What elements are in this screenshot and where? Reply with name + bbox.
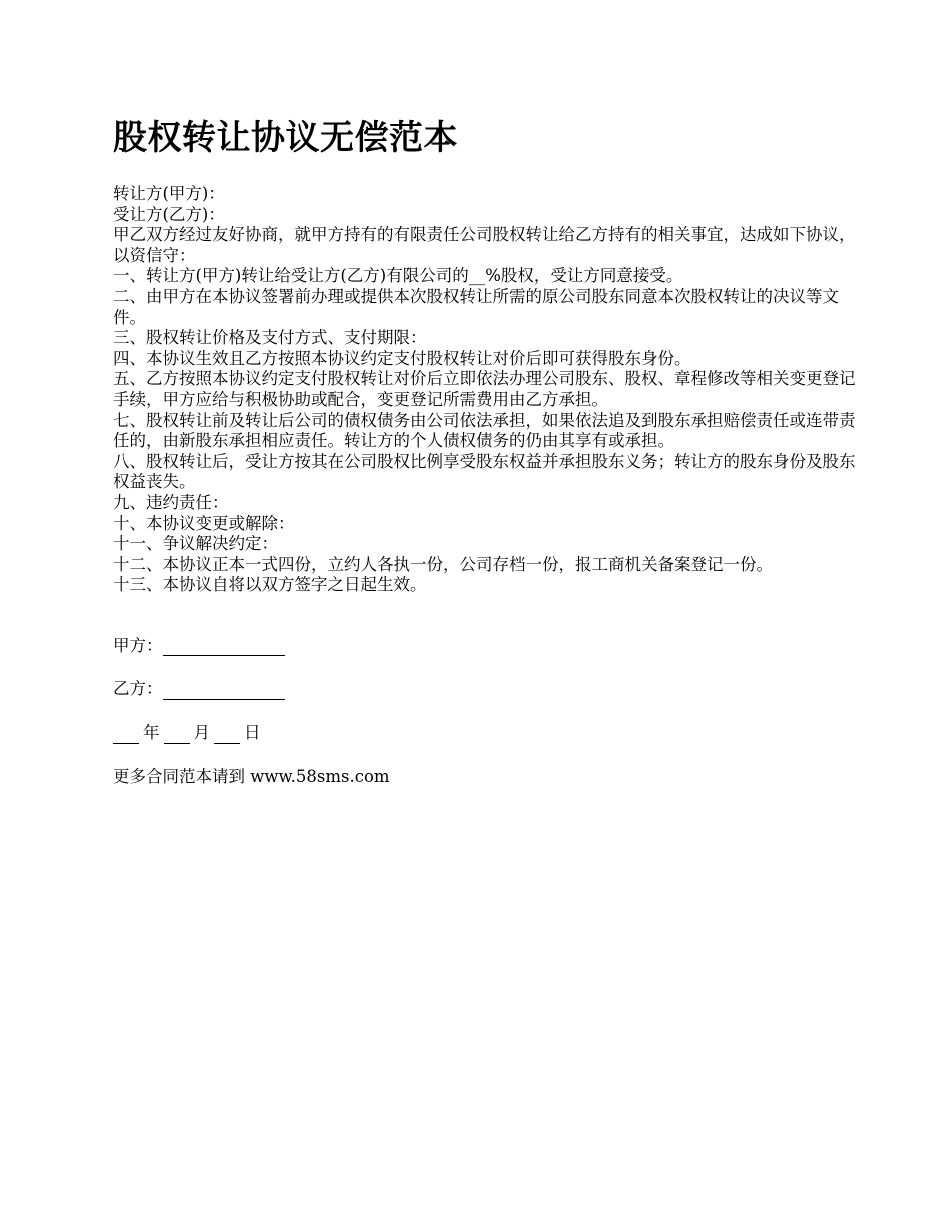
date-line xyxy=(113,723,858,744)
party-a-blank xyxy=(163,639,285,656)
paragraph-transferee: 受让方(乙方)： xyxy=(113,204,225,224)
clause-11: 十一、争议解决约定： xyxy=(113,534,278,554)
clause-10: 十、本协议变更或解除： xyxy=(113,513,295,533)
clause-3: 三、股权转让价格及支付方式、支付期限： xyxy=(113,328,427,348)
clause-12: 十二、本协议正本一式四份，立约人各执一份，公司存档一份，报工商机关备案登记一份。 xyxy=(113,554,773,574)
year-label: 年 xyxy=(143,723,160,743)
month-blank xyxy=(164,727,190,744)
clause-5: 五、乙方按照本协议约定支付股权转让对价后立即依法办理公司股东、股权、章程修改等相关变更登记手续，甲方应给与积极协助或配合，变更登记所需费用由乙方承担。 xyxy=(113,369,856,409)
day-label: 日 xyxy=(244,723,261,743)
day-blank xyxy=(214,727,240,744)
footer-link-text: 更多合同范本请到 www.58sms.com xyxy=(113,766,390,786)
clause-1: 一、转让方(甲方)转让给受让方(乙方)有限公司的__%股权，受让方同意接受。 xyxy=(113,266,683,286)
party-b-blank xyxy=(163,683,285,700)
signature-block xyxy=(113,636,858,787)
clause-7: 七、股权转让前及转让后公司的债权债务由公司依法承担，如果依法追及到股东承担赔偿责任或连带责任的，由新股东承担相应责任。转让方的个人债权债务的仍由其享有或承担。 xyxy=(113,410,856,451)
document-page xyxy=(113,116,858,787)
clause-2: 二、由甲方在本协议签署前办理或提供本次股权转让所需的原公司股东同意本次股权转让的决议等文件。 xyxy=(113,286,839,327)
clause-8: 八、股权转让后，受让方按其在公司股权比例享受股东权益并承担股东义务；转让方的股东身份及股东权益丧失。 xyxy=(113,451,856,492)
clause-13: 十三、本协议自将以双方签字之日起生效。 xyxy=(113,575,427,595)
paragraph-transferor: 转让方(甲方)： xyxy=(113,184,225,203)
clause-4: 四、本协议生效且乙方按照本协议约定支付股权转让对价后即可获得股东身份。 xyxy=(113,348,691,368)
party-b-signature xyxy=(113,679,858,700)
clause-9: 九、违约责任： xyxy=(113,492,229,512)
agreement-body xyxy=(113,184,858,596)
month-label: 月 xyxy=(193,723,210,743)
year-blank xyxy=(113,727,139,744)
party-a-signature xyxy=(113,636,858,657)
page-title: 股权转让协议无偿范本 xyxy=(113,118,458,158)
paragraph-preamble: 甲乙双方经过友好协商，就甲方持有的有限责任公司股权转让给乙方持有的相关事宜，达成如下协议，以资信守： xyxy=(113,225,856,265)
party-b-label: 乙方： xyxy=(113,679,163,699)
party-a-label: 甲方： xyxy=(113,635,163,655)
